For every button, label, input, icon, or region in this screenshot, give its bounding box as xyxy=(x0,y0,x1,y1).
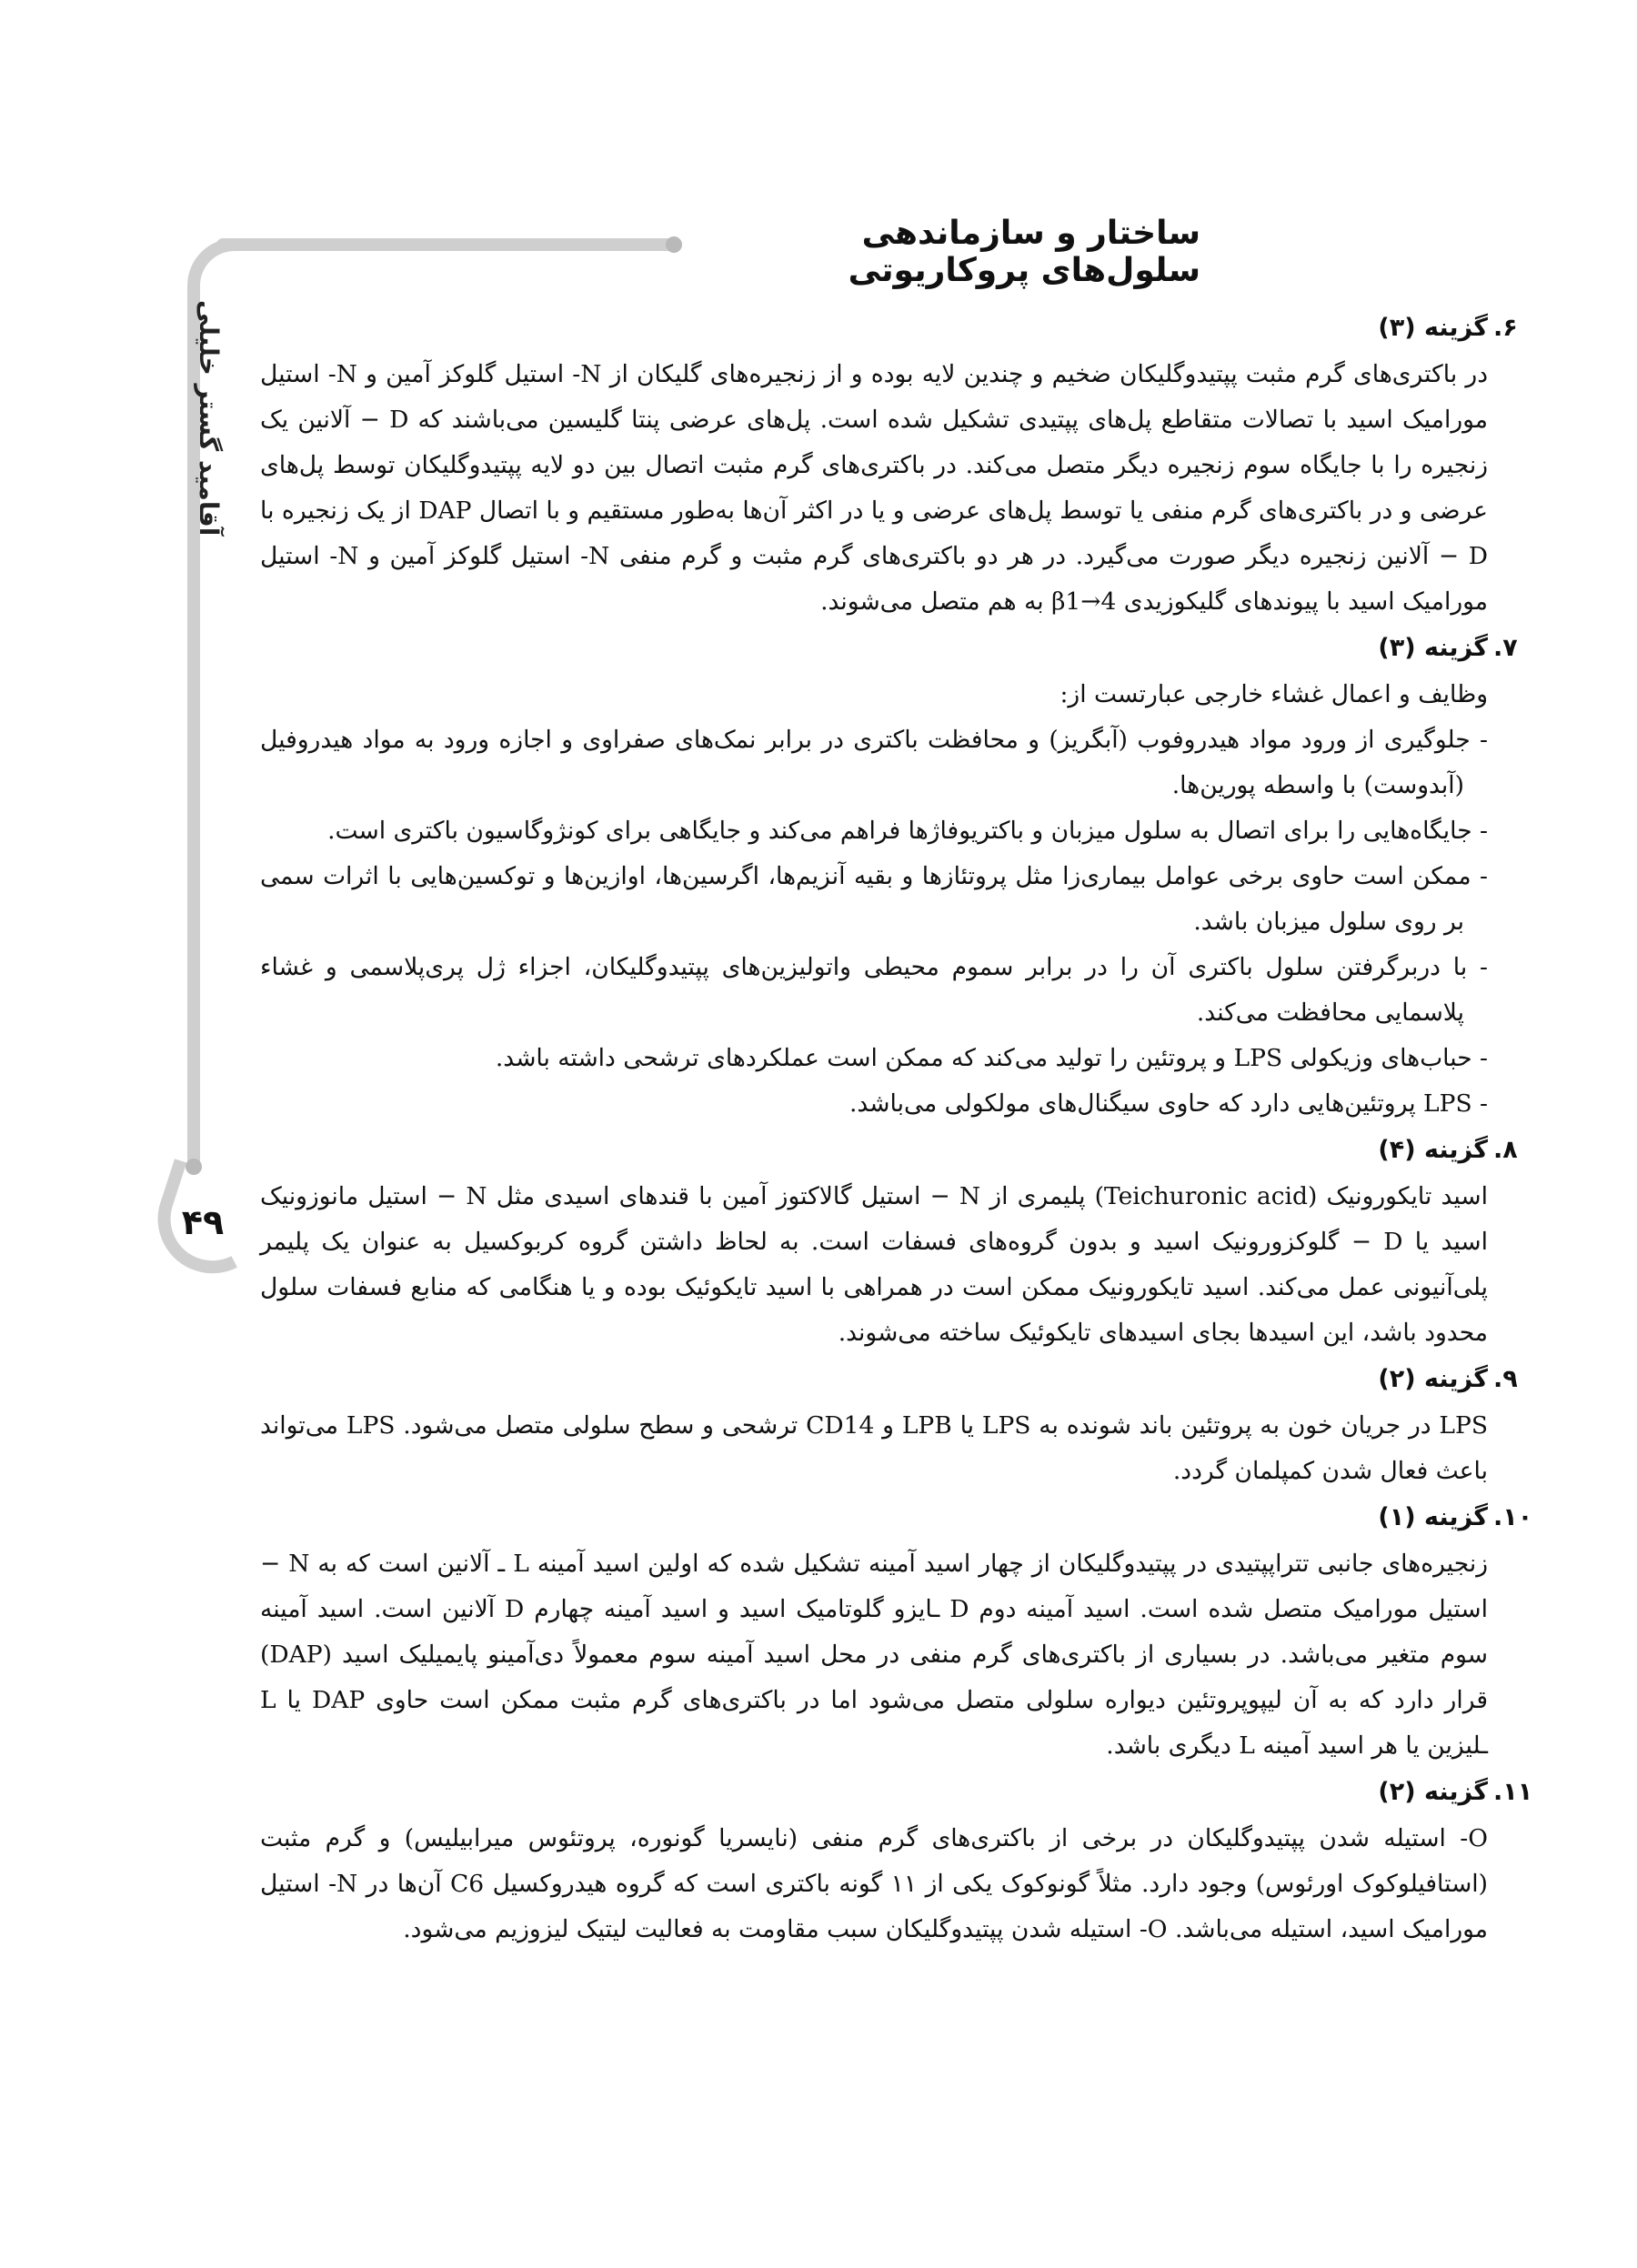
page-number: ۴۹ xyxy=(181,1202,225,1242)
question-heading xyxy=(260,1127,1518,1174)
question-7 xyxy=(260,625,1518,1127)
question-9 xyxy=(260,1356,1518,1494)
question-number: ۶. xyxy=(1493,314,1518,342)
answer-option: گزینه (۴) xyxy=(1378,1136,1488,1164)
question-heading xyxy=(260,625,1518,672)
explanation-intro: وظایف و اعمال غشاء خارجی عبارتست از: xyxy=(1060,680,1488,708)
bullet-item: - ممکن است حاوی برخی عوامل بیماری‌زا مثل پروتئازها و بقیه آنزیم‌ها، اگرسین‌ها، اوازین‌ها و توکسین‌هایی با اثرات سمی بر روی سلول میزبان باشد. xyxy=(260,862,1488,936)
explanation-paragraph: زنجیره‌های جانبی تتراپپتیدی در پپتیدوگلیکان از چهار اسید آمینه تشکیل شده که اولین اسید آمینه L ـ آلانین است که به N − استیل مورامیک متصل شده است. اسید آمینه دوم D ـایزو گلوتامیک اسید و اسید آمینه چهارم D آلانین است. اسید آمینه سوم متغیر می‌باشد. در بسیاری از باکتری‌های گرم منفی در محل اسید آمینه سوم معمولاً دی‌آمینو پایمیلیک اسید (DAP) قرار دارد که به آن لیپوپروتئین دیواره سلولی متصل می‌شود اما در باکتری‌های گرم مثبت ممکن است حاوی DAP یا L ـلیزین یا هر اسید آمینه L دیگری باشد. xyxy=(260,1550,1488,1760)
question-number: ۱۰. xyxy=(1493,1503,1533,1531)
question-number: ۷. xyxy=(1493,634,1518,662)
answer-option: گزینه (۳) xyxy=(1378,314,1488,342)
question-number: ۱۱. xyxy=(1493,1778,1533,1806)
explanation-paragraph: O- استیله شدن پپتیدوگلیکان در برخی از باکتری‌های گرم منفی (نایسریا گونوره، پروتئوس میرابیلیس) و گرم مثبت (استافیلوکوک اورئوس) وجود دارد. مثلاً گونوکوک یکی از ۱۱ گونه باکتری است که گروه هیدروکسیل C6 آن‌ها در N- استیل مورامیک اسید، استیله می‌باشد. O- استیله شدن پپتیدوگلیکان سبب مقاومت به فعالیت لیتیک لیزوزیم می‌شود. xyxy=(260,1824,1488,1943)
question-6 xyxy=(260,305,1518,625)
header-rule xyxy=(216,238,677,251)
question-heading xyxy=(260,1769,1533,1816)
side-brand: آقامید گستر خلیلی xyxy=(194,300,224,537)
answer-option: گزینه (۳) xyxy=(1378,634,1488,662)
explanation-paragraph: در باکتری‌های گرم مثبت پپتیدوگلیکان ضخیم و چندین لایه بوده و از زنجیره‌های گلیکان از N- استیل گلوکز آمین و N- استیل مورامیک اسید با تصالات متقاطع پل‌های پپتیدی تشکیل شده است. پل‌های عرضی پنتا گلیسین می‌باشند که D − آلانین یک زنجیره را با جایگاه سوم زنجیره دیگر متصل می‌کند. در باکتری‌های گرم مثبت اتصال بین دو لایه پپتیدوگلیکان توسط پل‌های عرضی و در باکتری‌های گرم منفی یا توسط پل‌های عرضی و یا در اکثر آن‌ها به‌طور مستقیم و با اتصال DAP از یک زنجیره با D − آلانین زنجیره دیگر صورت می‌گیرد. در هر دو باکتری‌های گرم مثبت و گرم منفی N- استیل گلوکز آمین و N- استیل مورامیک اسید با پیوندهای گلیکوزیدی β1→4 به هم متصل می‌شوند. xyxy=(260,360,1488,616)
answer-option: گزینه (۱) xyxy=(1378,1503,1488,1531)
bullet-item: - حباب‌های وزیکولی LPS و پروتئین را تولید می‌کند که ممکن است عملکردهای ترشحی داشته باشد. xyxy=(495,1044,1488,1072)
bullet-item: - جلوگیری از ورود مواد هیدروفوب (آبگریز) و محافظت باکتری در برابر نمک‌های صفراوی و اجازه ورود به مواد هیدروفیل (آبدوست) با واسطه پورین‌ها. xyxy=(260,726,1488,799)
bullet-item: - جایگاه‌هایی را برای اتصال به سلول میزبان و باکتریوفاژها فراهم می‌کند و جایگاهی برای کونژوگاسیون باکتری است. xyxy=(327,817,1488,845)
question-heading xyxy=(260,1494,1533,1541)
answer-content xyxy=(260,305,1533,1952)
explanation-paragraph: LPS در جریان خون به پروتئین باند شونده به LPS یا LPB و CD14 ترشحی و سطح سلولی متصل می‌شود. LPS می‌تواند باعث فعال شدن کمپلمان گردد. xyxy=(260,1411,1488,1485)
question-heading xyxy=(260,1356,1518,1403)
question-10 xyxy=(260,1494,1533,1769)
answer-option: گزینه (۲) xyxy=(1378,1778,1488,1806)
bullet-item: - با دربرگرفتن سلول باکتری آن را در برابر سموم محیطی واتولیزین‌های پپتیدوگلیکان، اجزاء ژل پری‌پلاسمی و غشاء پلاسمایی محافظت می‌کند. xyxy=(260,953,1488,1027)
question-number: ۸. xyxy=(1493,1136,1518,1164)
question-11 xyxy=(260,1769,1533,1952)
bullet-item: - LPS پروتئین‌هایی دارد که حاوی سیگنال‌های مولکولی می‌باشد. xyxy=(849,1089,1488,1118)
explanation-paragraph: اسید تایکورونیک (Teichuronic acid) پلیمری از N − استیل گالاکتوز آمین با قندهای اسیدی مثل N − استیل مانوزونیک اسید یا D − گلوکزورونیک اسید و بدون گروه‌های فسفات است. به لحاظ داشتن گروه کربوکسیل به عنوان یک پلیمر پلی‌آنیونی عمل می‌کند. اسید تایکورونیک ممکن است در همراهی با اسید تایکوئیک بوده و یا هنگامی که منابع فسفات سلول محدود باشد، این اسیدها بجای اسیدهای تایکوئیک ساخته می‌شوند. xyxy=(260,1182,1488,1347)
question-heading xyxy=(260,305,1518,352)
question-number: ۹. xyxy=(1493,1365,1518,1393)
question-8 xyxy=(260,1127,1518,1356)
answer-option: گزینه (۲) xyxy=(1378,1365,1488,1393)
rule-end-dot xyxy=(666,236,682,253)
chapter-title: ساختار و سازماندهی سلول‌های پروکاریوتی xyxy=(848,215,1200,289)
